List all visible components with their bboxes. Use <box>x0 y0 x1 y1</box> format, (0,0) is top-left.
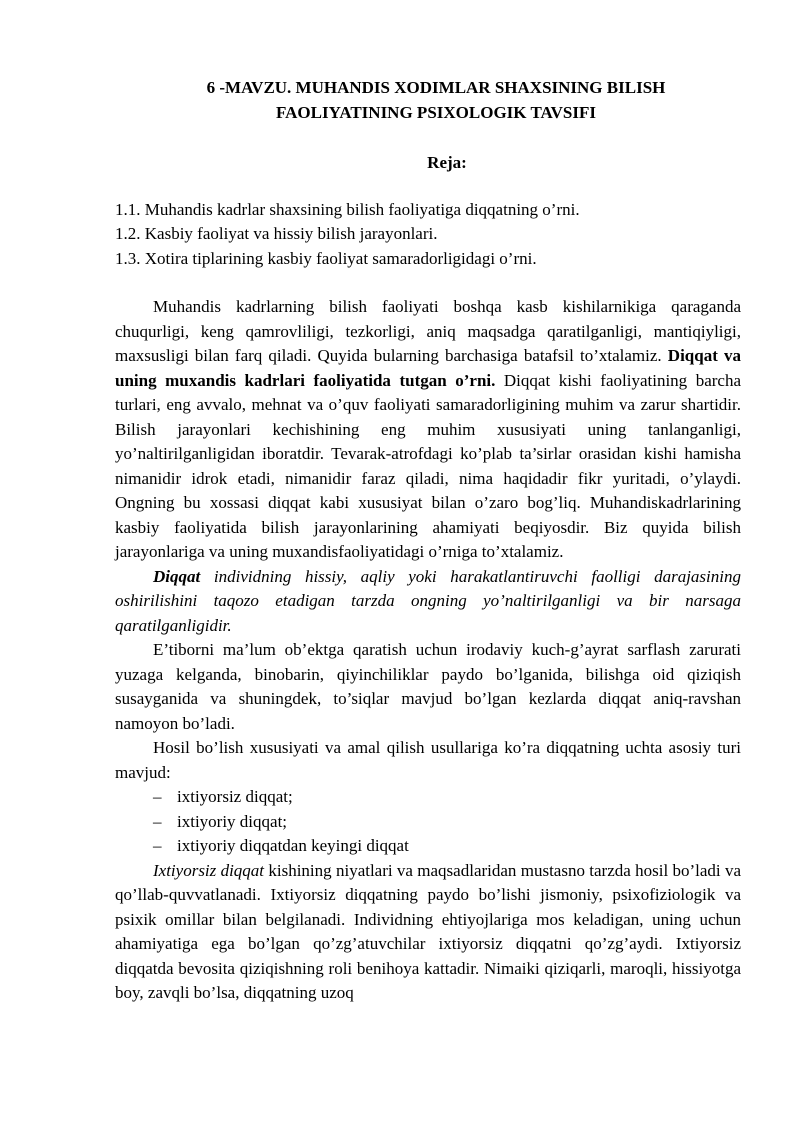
section-heading-inline: Diqqat va uning muxandis kadrlari faoliyatida tutgan o’rni. <box>115 346 742 390</box>
plan-heading: Reja: <box>427 153 467 172</box>
dash-bullet-icon: – <box>153 811 162 831</box>
list-item <box>115 834 741 859</box>
list-item-text: ixtiyorsiz diqqat; <box>177 787 293 806</box>
list-item-text: ixtiyoriy diqqatdan keyingi diqqat <box>177 836 409 855</box>
list-item-text: ixtiyoriy diqqat; <box>177 811 288 831</box>
involuntary-attention-text: kishining niyatlari va maqsadlaridan mustasno tarzda hosil bo’ladi va qo’llab-quvvatlanadi. Ixtiyorsiz diqqatning paydo bo’lishi jismoniy, psixofiziologik va psixik omillar bilan belgilanadi. Individning ehtiyojlariga mos keladigan, uning uchun ahamiyatiga ega bo’lgan qo’zg’atuvchilar ixtiyorsiz diqqatni qo’zg’aydi. Ixtiyorsiz diqqatda bevosita qiziqishning roli benihoya kattadir. Nimaiki qiziqarli, maroqli, hissiyotga boy, zavqli bo’lsa, diqqatning uzoq <box>115 860 742 1002</box>
plan-item-3: 1.3. Xotira tiplarining kasbiy faoliyat samaradorligidagi o’rni. <box>115 248 537 268</box>
definition-term: Diqqat <box>153 566 201 586</box>
document-title <box>115 76 741 125</box>
plan-list <box>115 198 741 272</box>
paragraph-attention-types: Hosil bo’lish xususiyati va amal qilish usullariga ko’ra diqqatning uchta asosiy turi mavjud: <box>115 738 741 782</box>
list-item <box>115 810 741 835</box>
dash-bullet-icon: – <box>153 836 162 855</box>
title-line-1: 6 -MAVZU. MUHANDIS XODIMLAR SHAXSINING BILISH <box>206 78 666 97</box>
involuntary-attention-term: Ixtiyorsiz diqqat <box>153 860 265 880</box>
plan-item-1: 1.1. Muhandis kadrlar shaxsining bilish faoliyatiga diqqatning o’rni. <box>115 199 580 219</box>
intro-text: Muhandis kadrlarning bilish faoliyati boshqa kasb kishilarnikiga qaraganda chuqurligi, keng qamrovliligi, tezkorligi, aniq maqsadga qaratilganligi, mantiqiyligi, maxsusligi bilan farq qiladi. Quyida bularning barchasiga batafsil to’xtalamiz. <box>115 297 741 365</box>
paragraph-attention-manifest: E’tiborni ma’lum ob’ektga qaratish uchun irodaviy kuch-g’ayrat sarflash zarurati yuzaga kelganda, binobarin, qiyinchiliklar paydo bo’lganida, bilishga oid qiziqish susayganida va shuningdek, to’siqlar mavjud bo’lgan kezlarda diqqat aniq-ravshan namoyon bo’ladi. <box>115 640 741 733</box>
attention-types-list <box>115 785 741 859</box>
paragraph-intro <box>115 295 741 565</box>
paragraph-definition <box>115 565 741 639</box>
dash-bullet-icon: – <box>153 787 162 806</box>
paragraph-involuntary-attention <box>115 859 741 1006</box>
list-item <box>115 785 741 810</box>
document-page <box>115 76 741 1006</box>
plan-item-2: 1.2. Kasbiy faoliyat va hissiy bilish jarayonlari. <box>115 224 438 243</box>
title-line-2: FAOLIYATINING PSIXOLOGIK TAVSIFI <box>276 102 596 122</box>
definition-text: individning hissiy, aqliy yoki harakatlantiruvchi faolligi darajasining oshirilishini taqozo etadigan tarzda ongning yo’naltirilganligi va bir narsaga qaratilganligidir. <box>115 566 741 635</box>
intro-rest: Diqqat kishi faoliyatining barcha turlari, eng avvalo, mehnat va o’quv faoliyati samaradorligining muhim va zarur shartidir. Bilish jarayonlari kechishining eng muhim xususiyati uning tanlanganligi, yo’naltirilganligidan iboratdir. Tevarak-atrofdagi ko’plab ta’sirlar orasidan kishi hamisha nimanidir idrok etadi, nimanidir faraz qiladi, nima haqidadir fikr yuritadi, o’ylaydi. Ongning bu xossasi diqqat kabi xususiyat bilan o’zaro bog’liq. Muhandiskadrlarining kasbiy faoliyatida bilish jarayonlarining ahamiyati beqiyosdir. Biz quyida bilish jarayonlariga va uning muxandisfaoliyatidagi o’rniga to’xtalamiz. <box>115 370 741 561</box>
